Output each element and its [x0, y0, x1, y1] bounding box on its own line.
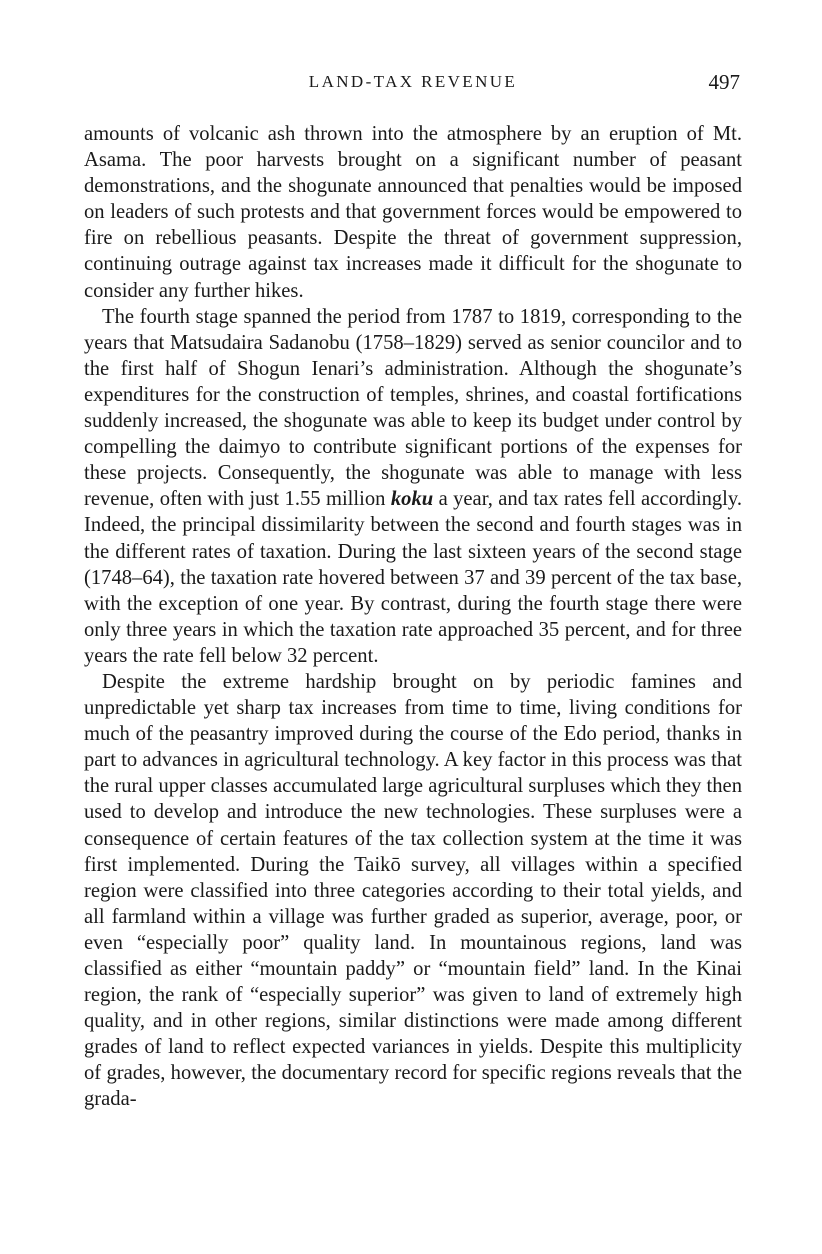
paragraph-text: The fourth stage spanned the period from 1787 to 1819, corresponding to the years that Matsudaira Sadanobu (1758–1829) served as senior councilor and to the first half of Shogun Ienari’s administration. Although the shogunate’s expenditures for the construction of temples, shrines, and coastal fortifications suddenly increased, the shogunate was able to keep its budget under control by compelling the daimyo to contribute significant portions of the expenses for these projects. Consequently, the shogunate was able to manage with less revenue, often with just 1.55 million — [84, 305, 742, 511]
running-head — [84, 70, 742, 108]
book-page — [84, 70, 742, 1113]
running-title: LAND-TAX REVENUE — [308, 72, 518, 91]
page-number: 497 — [708, 70, 740, 94]
paragraph-agricultural-technology: Despite the extreme hardship brought on by periodic famines and unpredictable yet sharp tax increases from time to time, living conditions for much of the peasantry improved during the course of the Edo period, thanks in part to advances in agricultural technology. A key factor in this process was that the rural upper classes accumulated large agricultural surpluses which they then used to develop and introduce the new technologies. These surpluses were a consequence of certain features of the tax collection system at the time it was first implemented. During the Taikō survey, all villages within a specified region were classified into three categories according to their total yields, and all farmland within a village was further graded as superior, average, poor, or even “especially poor” quality land. In mountainous regions, land was classified as either “mountain paddy” or “mountain field” land. In the Kinai region, the rank of “especially superior” was given to land of extremely high quality, and in other regions, similar distinctions were made among different grades of land to reflect expected variances in yields. Despite this multiplicity of grades, however, the documentary record for specific regions reveals that the grada- — [84, 670, 742, 1111]
italic-term: koku — [390, 488, 434, 511]
paragraph-fourth-stage — [84, 304, 742, 669]
paragraph-continued: amounts of volcanic ash thrown into the atmosphere by an eruption of Mt. Asama. The poor harvests brought on a significant number of peasant demonstrations, and the shogunate announced that penalties would be imposed on leaders of such protests and that government forces would be empowered to fire on rebellious peasants. Despite the threat of government suppression, continuing outrage against tax increases made it difficult for the shogunate to consider any further hikes. — [84, 123, 742, 302]
body-text — [84, 121, 742, 1113]
paragraph-text: a year, and tax rates fell accordingly. Indeed, the principal dissimilarity between the second and fourth stages was in the different rates of taxation. During the last sixteen years of the second stage (1748–64), the taxation rate hovered between 37 and 39 percent of the tax base, with the exception of one year. By contrast, during the fourth stage there were only three years in which the taxation rate approached 35 percent, and for three years the rate fell below 32 percent. — [84, 488, 743, 667]
